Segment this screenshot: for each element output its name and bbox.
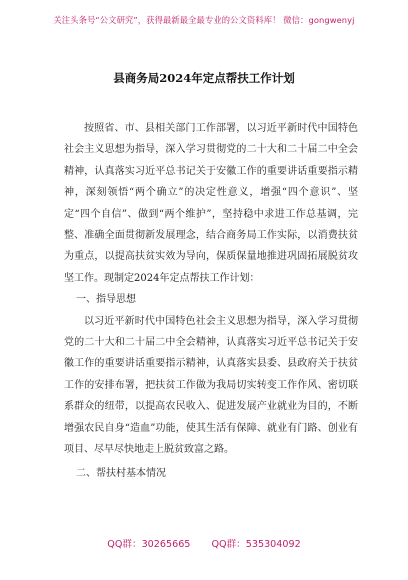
footer-contacts: [0, 536, 408, 550]
intro-paragraph: 按照省、市、县相关部门工作部署，以习近平新时代中国特色社会主义思想为指导，深入学习贯彻党的二十大和二十届二中全会精神，认真落实习近平总书记关于安徽工作的重要讲话重要指示精神，深刻领悟“两个确立”的决定性意义，增强“四个意识”、坚定“四个自信”、做到“两个维护”，坚持稳中求进工作总基调，完整、准确全面贯彻新发展理念，结合商务局工作实际，以消费扶贫为重点，以提高扶贫实效为导向，保质保量地推进巩固拓展脱贫攻坚工作。现制定2024年定点帮扶工作计划：: [64, 123, 358, 284]
document-body: [64, 118, 358, 484]
section-heading-village-overview: 二、帮扶村基本情况: [76, 467, 166, 479]
guiding-thought-paragraph: 以习近平新时代中国特色社会主义思想为指导，深入学习贯彻党的二十大和二十届二中全会精神，认真落实习近平总书记关于安徽工作的重要讲话重要指示精神，认真落实县委、县政府关于扶贫工作的安排布署，把扶贫工作做为我局切实转变工作作风、密切联系群众的纽带，以提高农民收入、促进发展产业就业为目的，不断增强农民自身“造血”功能，使其生活有保障、就业有门路、创业有项目、尽早尽快地走上脱贫致富之路。: [64, 315, 358, 456]
document-title: 县商务局2024年定点帮扶工作计划: [113, 71, 295, 85]
section-heading-guiding-thought: 一、指导思想: [76, 294, 136, 306]
footer-qq-group-1: QQ群：30265665: [107, 539, 191, 550]
header-banner: 关注头条号“公文研究”，获得最新最全最专业的公文资料库！ 微信：gongwenyj: [53, 15, 355, 25]
footer-qq-group-2: QQ群：535304092: [211, 539, 301, 550]
